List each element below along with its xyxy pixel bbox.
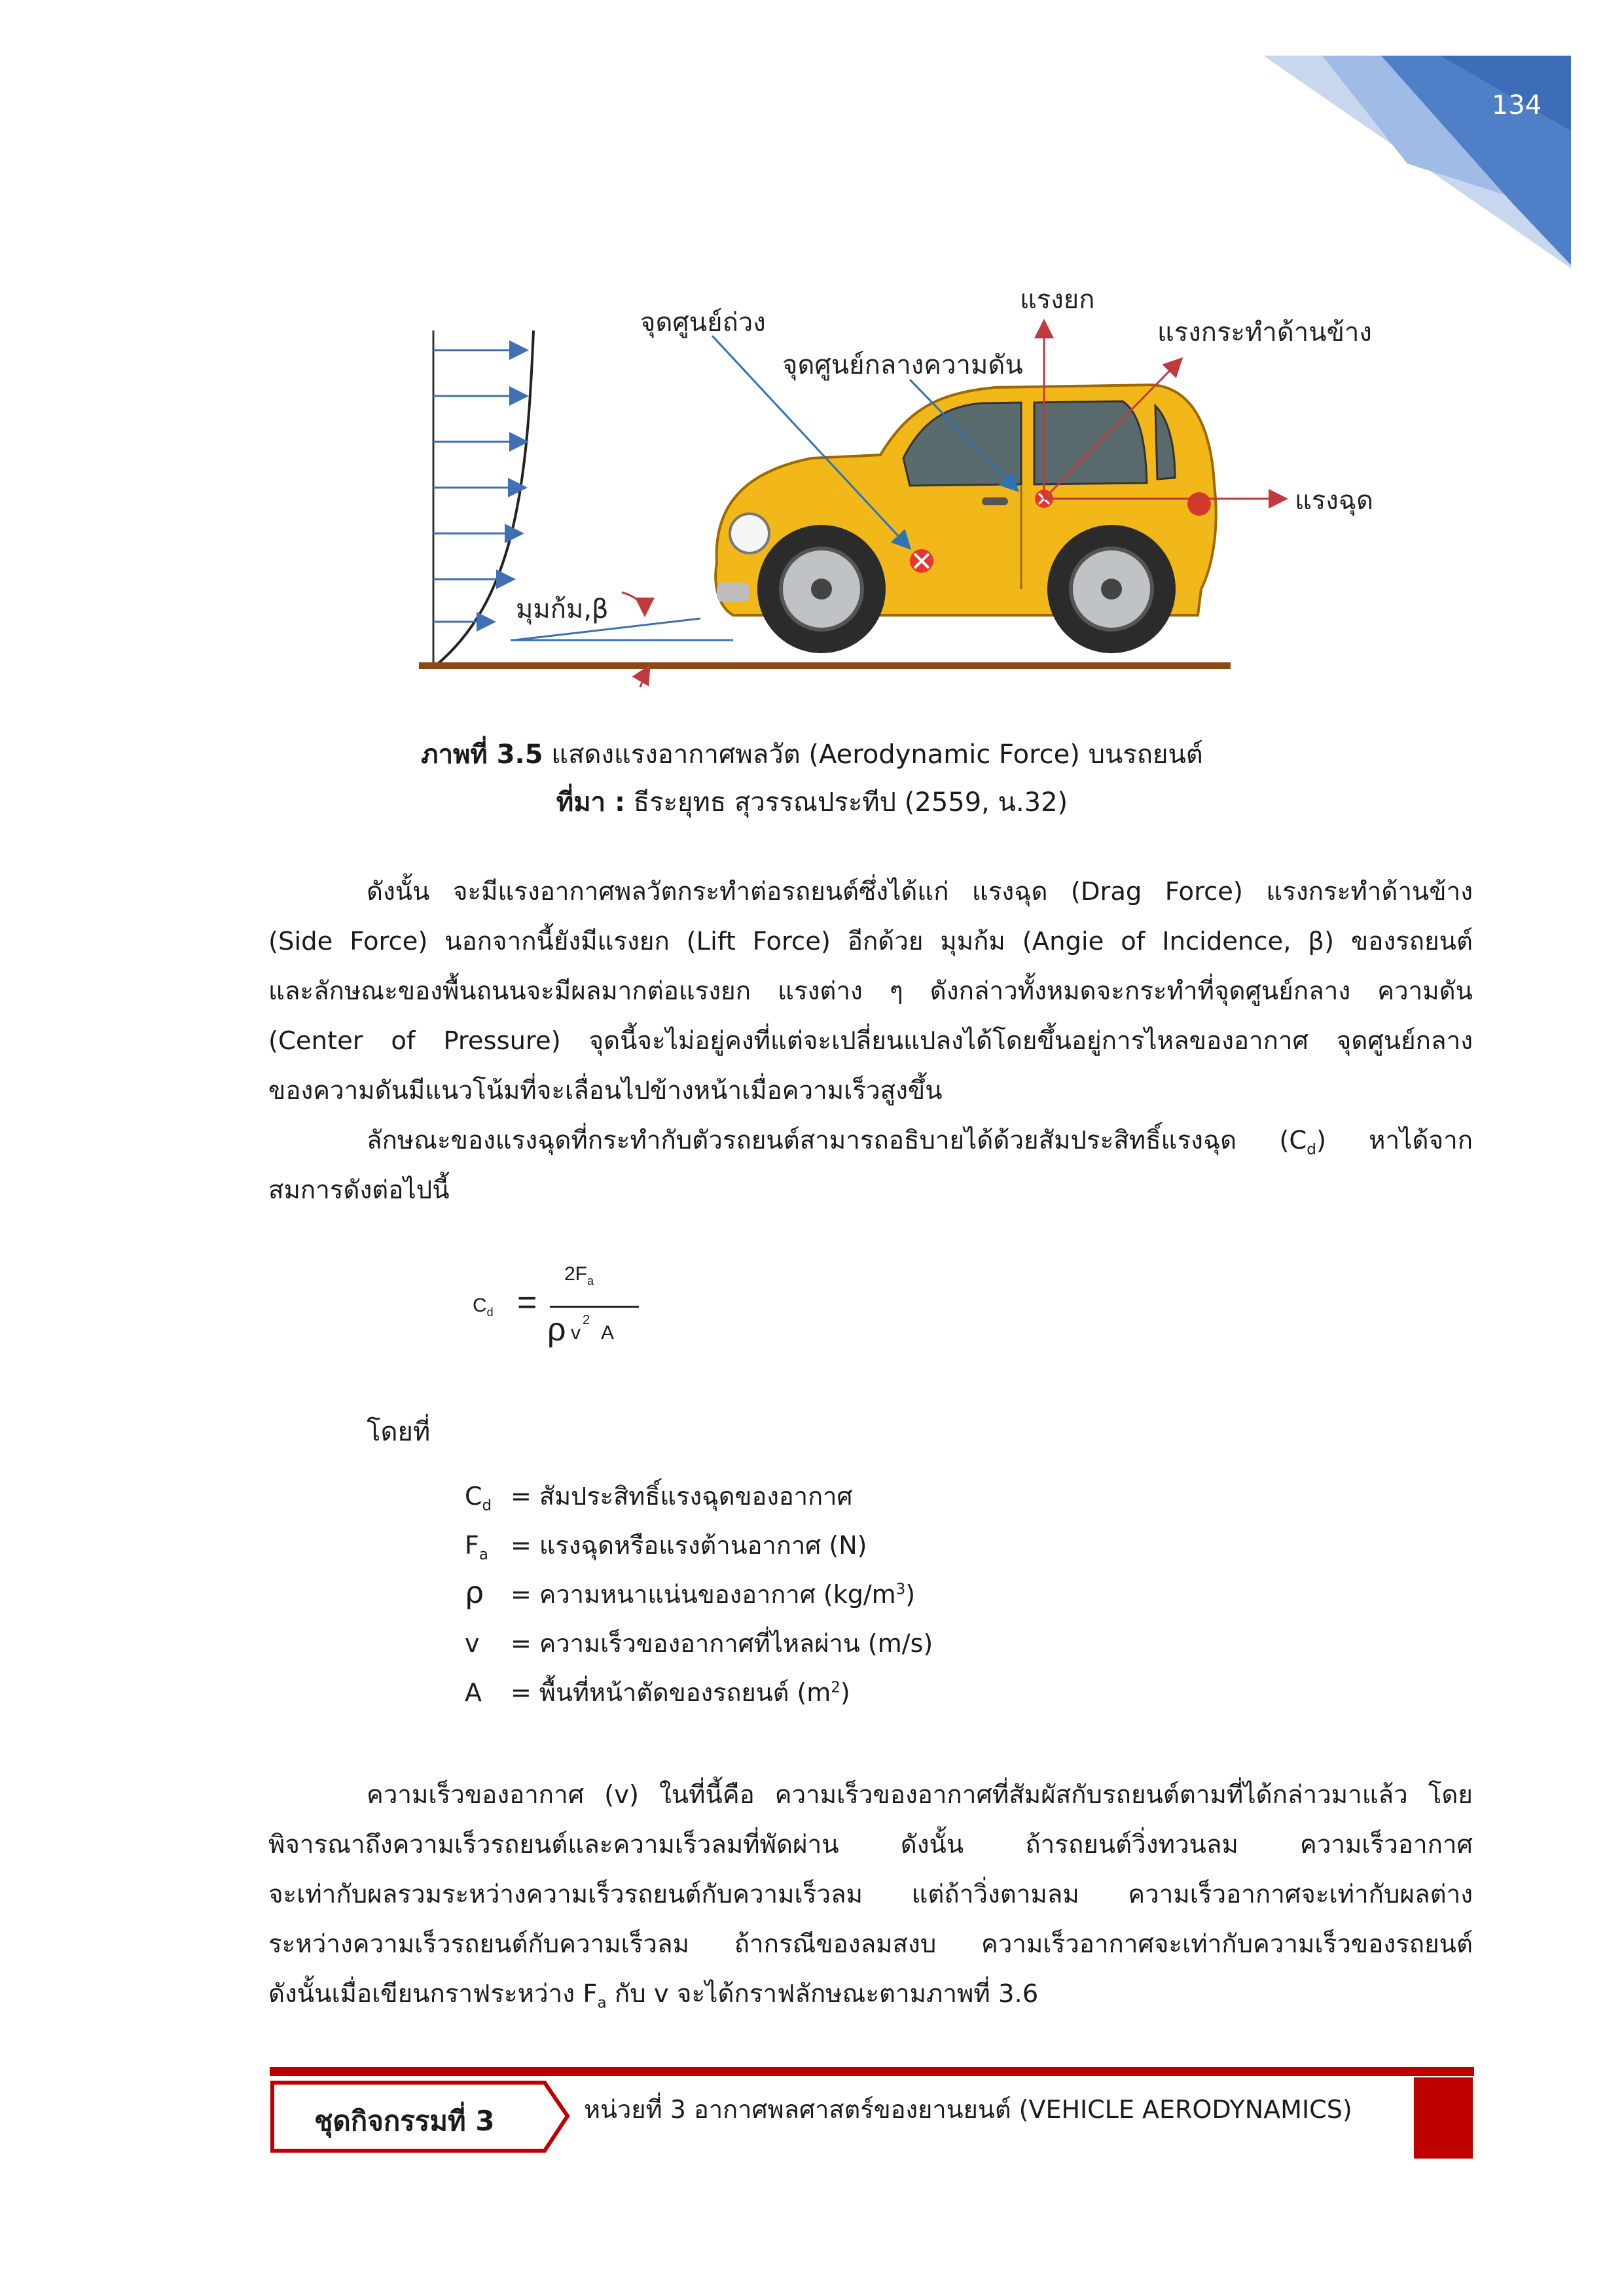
symbol-text: C <box>465 1482 482 1511</box>
subscript: d <box>1307 1141 1316 1158</box>
definition-text: ) <box>905 1580 916 1609</box>
paragraph-line: และลักษณะของพื้นถนนจะมีผลมากต่อแรงยก แรงต่าง ๆ ดังกล่าวทั้งหมดจะกระทำที่จุดศูนย์กลาง ความดัน <box>268 977 1473 1006</box>
definition-symbol <box>465 1531 511 1564</box>
paragraph-text: ลักษณะของแรงฉุดที่กระทำกับตัวรถยนต์สามารถอธิบายได้ด้วยสัมประสิทธิ์แรงฉุด (C <box>367 1126 1307 1155</box>
figure-caption-text: แสดงแรงอากาศพลวัต (Aerodynamic Force) บนรถยนต์ <box>543 740 1203 770</box>
label-angle: มุมก้ม,β <box>516 594 609 624</box>
figure-source <box>0 781 1624 823</box>
definition-text: = สัมประสิทธิ์แรงฉุดของอากาศ <box>511 1482 853 1511</box>
figure-source-text: ธีระยุทธ สุวรรณประทีป (2559, น.32) <box>624 787 1068 817</box>
paragraph-text: ) หาได้จาก <box>1316 1126 1473 1155</box>
unit-title: หน่วยที่ 3 อากาศพลศาสตร์ของยานยนต์ (VEHICLE AERODYNAMICS) <box>584 2095 1352 2124</box>
paragraph-line: ระหว่างความเร็วรถยนต์กับความเร็วลม ถ้ากรณีของลมสงบ ความเร็วอากาศจะเท่ากับความเร็วของรถยนต์ <box>268 1929 1473 1959</box>
formula-equals: = <box>517 1283 537 1321</box>
paragraph-text: กับ v จะได้กราฟลักษณะตามภาพที่ 3.6 <box>606 1979 1039 2009</box>
symbol-text: F <box>465 1531 479 1560</box>
paragraph-line: สมการดังต่อไปนี้ <box>268 1175 450 1205</box>
definition-row <box>465 1525 867 1565</box>
where-label: โดยที่ <box>367 1417 431 1447</box>
definition-symbol: A <box>465 1678 482 1707</box>
rear-wheel <box>1047 525 1176 653</box>
figure-source-prefix: ที่มา : <box>556 787 625 817</box>
superscript: 3 <box>895 1581 906 1598</box>
formula-rho: ρ <box>547 1311 566 1348</box>
paragraph-line: จะเท่ากับผลรวมระหว่างความเร็วรถยนต์กับความเร็วลม แต่ถ้าวิ่งตามลม ความเร็วอากาศจะเท่ากับผลต่าง <box>268 1880 1473 1909</box>
definition-text: = ความเร็วของอากาศที่ไหลผ่าน (m/s) <box>511 1629 933 1658</box>
definition-symbol: ρ <box>465 1575 484 1610</box>
definition-row <box>465 1574 915 1614</box>
paragraph-1 <box>268 867 1473 1116</box>
label-drag: แรงฉุด <box>1295 486 1374 516</box>
fraction-bar <box>550 1306 639 1308</box>
center-of-gravity-marker <box>910 549 933 573</box>
label-lift: แรงยก <box>1020 285 1095 315</box>
drag-coefficient-formula <box>473 1263 669 1355</box>
aerodynamic-force-figure <box>393 275 1401 700</box>
page-number: 134 <box>1491 90 1542 120</box>
definition-text: = แรงฉุดหรือแรงต้านอากาศ (N) <box>511 1531 867 1560</box>
ground <box>419 662 1231 669</box>
paragraph-line: (Center of Pressure) จุดนี้จะไม่อยู่คงที่แต่จะเปลี่ยนแปลงได้โดยขึ้นอยู่การไหลของอากาศ จุดศูนย์กลาง <box>268 1026 1473 1056</box>
definition-row <box>465 1476 853 1516</box>
paragraph-line: ความเร็วของอากาศ (v) ในที่นี้คือ ความเร็วของอากาศที่สัมผัสกับรถยนต์ตามที่ได้กล่าวมาแล้ว โดย <box>367 1780 1473 1810</box>
formula-exponent: 2 <box>583 1313 590 1327</box>
superscript: 2 <box>831 1679 840 1696</box>
label-center-of-pressure: จุดศูนย์กลางความดัน <box>782 350 1023 380</box>
definition-row <box>465 1623 933 1663</box>
front-wheel <box>757 525 886 653</box>
label-side-force: แรงกระทำด้านข้าง <box>1157 317 1372 348</box>
formula-symbol: C <box>473 1295 487 1316</box>
formula-a: A <box>601 1322 615 1344</box>
paragraph-line: พิจารณาถึงความเร็วรถยนต์และความเร็วลมที่พัดผ่าน ดังนั้น ถ้ารถยนต์วิ่งทวนลม ความเร็วอากาศ <box>268 1830 1473 1859</box>
formula-lhs <box>473 1295 494 1319</box>
formula-subscript: a <box>587 1274 594 1287</box>
paragraph-line <box>268 1969 1473 2019</box>
paragraph-line <box>268 1116 1473 1166</box>
paragraph-line: (Side Force) นอกจากนี้ยังมีแรงยก (Lift Force) อีกด้วย มุมก้ม (Angie of Incidence, β) ของรถยนต์ <box>268 927 1473 956</box>
definition-text: = ความหนาแน่นของอากาศ (kg/m <box>511 1580 896 1609</box>
definition-text: = พื้นที่หน้าตัดของรถยนต์ (m <box>511 1678 831 1707</box>
definition-symbol: v <box>465 1629 480 1658</box>
label-center-of-gravity: จุดศูนย์ถ่วง <box>640 308 766 338</box>
subscript: a <box>597 1994 607 2012</box>
formula-subscript: d <box>486 1306 494 1319</box>
paragraph-line: ของความดันมีแนวโน้มที่จะเลื่อนไปข้างหน้าเมื่อความเร็วสูงขึ้น <box>268 1076 943 1105</box>
paragraph-3 <box>268 1770 1473 2019</box>
figure-caption-prefix: ภาพที่ 3.5 <box>421 740 543 770</box>
paragraph-2 <box>268 1116 1473 1215</box>
symbol-subscript: a <box>478 1546 488 1564</box>
definition-text: ) <box>840 1678 850 1707</box>
formula-symbol: 2F <box>564 1263 588 1285</box>
symbol-subscript: d <box>482 1497 492 1515</box>
car <box>715 385 1216 653</box>
paragraph-text: ดังนั้นเมื่อเขียนกราฟระหว่าง F <box>268 1979 598 2009</box>
paragraph-line: ดังนั้น จะมีแรงอากาศพลวัตกระทำต่อรถยนต์ซึ่งได้แก่ แรงฉุด (Drag Force) แรงกระทำด้านข้าง <box>367 877 1473 906</box>
footer-rule <box>270 2067 1474 2073</box>
definition-row <box>465 1672 850 1712</box>
figure-caption <box>0 733 1624 775</box>
formula-numerator <box>564 1263 594 1288</box>
activity-title: ชุดกิจกรรมที่ 3 <box>314 2105 495 2137</box>
formula-v: v <box>571 1322 581 1344</box>
definition-symbol <box>465 1482 511 1515</box>
